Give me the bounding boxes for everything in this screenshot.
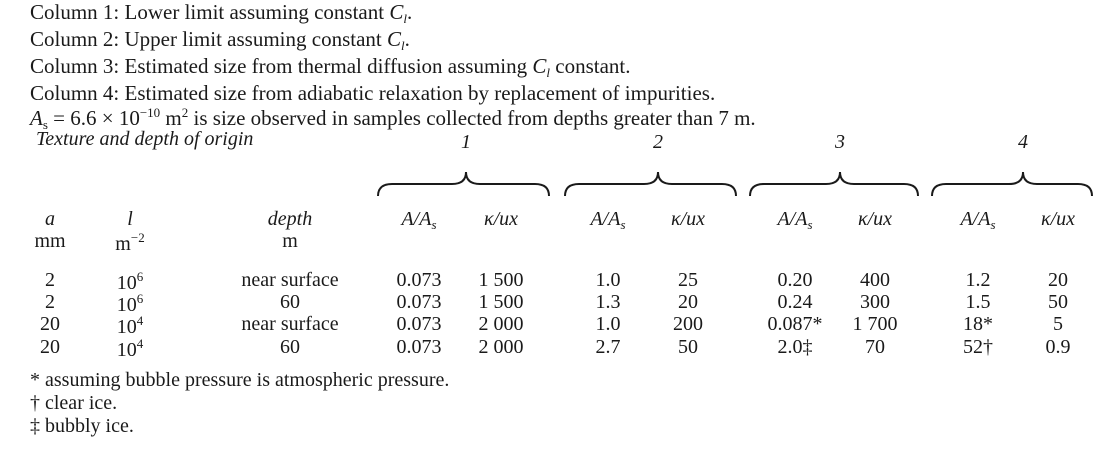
cell-l: $10^4$ xyxy=(116,336,144,361)
cell-c3-ratio: 2.0‡ xyxy=(777,336,813,358)
cell-c3-kappa: 1 700 xyxy=(852,313,898,335)
header-c4-kappa: κ/ux xyxy=(1040,208,1076,230)
cell-c3-ratio: 0.20 xyxy=(777,269,813,291)
group-braces xyxy=(0,158,1103,202)
cell-a: 20 xyxy=(40,336,60,358)
cell-depth: 60 xyxy=(280,291,300,313)
brace-group-3 xyxy=(750,172,918,196)
header-l: l xyxy=(127,208,133,230)
group-number-4: 4 xyxy=(1018,131,1028,153)
footnote-dagger: † clear ice. xyxy=(30,392,118,414)
header-a: a xyxy=(45,208,55,230)
footnotes xyxy=(30,369,449,438)
cell-c2-ratio: 1.0 xyxy=(595,313,621,335)
header-c1-kappa: κ/ux xyxy=(483,208,519,230)
cell-c3-kappa: 400 xyxy=(860,269,890,291)
cell-c4-ratio: 1.2 xyxy=(965,269,991,291)
cell-c2-kappa: 20 xyxy=(678,291,698,313)
texture-header: Texture and depth of origin xyxy=(36,128,254,150)
cell-c4-kappa: 50 xyxy=(1048,291,1068,313)
cell-c3-ratio: 0.087* xyxy=(767,313,823,335)
cell-c4-kappa: 20 xyxy=(1048,269,1068,291)
note-column-1: Column 1: Lower limit assuming constant $C_l$. xyxy=(30,0,413,26)
cell-c4-kappa: 5 xyxy=(1053,313,1063,335)
cell-c2-ratio: 1.0 xyxy=(595,269,621,291)
header-depth-unit: m xyxy=(282,230,298,252)
header-l-unit: $m^{-2}$ xyxy=(115,230,145,255)
cell-c1-ratio: 0.073 xyxy=(396,336,442,358)
cell-c2-kappa: 25 xyxy=(678,269,698,291)
cell-depth: near surface xyxy=(241,313,339,335)
header-c4-ratio: $A/A_s$ xyxy=(960,208,996,232)
footnote-asterisk: * assuming bubble pressure is atmospheric pressure. xyxy=(30,369,450,391)
note-column-3: Column 3: Estimated size from thermal diffusion assuming $C_l$ constant. xyxy=(30,54,631,80)
note-column-4: Column 4: Estimated size from adiabatic relaxation by replacement of impurities. xyxy=(30,81,716,105)
cell-c4-ratio: 52† xyxy=(963,336,993,358)
cell-a: 2 xyxy=(45,269,55,291)
cell-c1-ratio: 0.073 xyxy=(396,313,442,335)
cell-c4-kappa: 0.9 xyxy=(1045,336,1071,358)
group-number-1: 1 xyxy=(461,131,471,153)
cell-c1-ratio: 0.073 xyxy=(396,269,442,291)
cell-a: 20 xyxy=(40,313,60,335)
cell-l: $10^4$ xyxy=(116,313,144,338)
cell-c1-kappa: 1 500 xyxy=(478,269,524,291)
cell-c1-kappa: 2 000 xyxy=(478,336,524,358)
cell-l: $10^6$ xyxy=(116,291,144,316)
cell-c4-ratio: 1.5 xyxy=(965,291,991,313)
cell-c2-kappa: 200 xyxy=(673,313,703,335)
cell-c2-ratio: 2.7 xyxy=(595,336,621,358)
cell-c2-kappa: 50 xyxy=(678,336,698,358)
header-a-unit: mm xyxy=(34,230,66,252)
group-number-2: 2 xyxy=(653,131,663,153)
header-c3-ratio: $A/A_s$ xyxy=(777,208,813,232)
header-c3-kappa: κ/ux xyxy=(857,208,893,230)
cell-l: $10^6$ xyxy=(116,269,144,294)
column-notes xyxy=(30,2,1090,135)
header-depth: depth xyxy=(267,208,313,230)
cell-c3-kappa: 300 xyxy=(860,291,890,313)
note-observed-size: $A_s = 6.6 \times 10^{-10}$ $m^2$ is size observed in samples collected from depths greater than 7 m. xyxy=(30,105,756,132)
cell-c2-ratio: 1.3 xyxy=(595,291,621,313)
cell-c1-ratio: 0.073 xyxy=(396,291,442,313)
header-c1-ratio: $A/A_s$ xyxy=(401,208,437,232)
cell-c1-kappa: 1 500 xyxy=(478,291,524,313)
header-c2-kappa: κ/ux xyxy=(670,208,706,230)
group-number-3: 3 xyxy=(835,131,845,153)
cell-c4-ratio: 18* xyxy=(963,313,993,335)
footnote-double-dagger: ‡ bubbly ice. xyxy=(30,415,134,437)
cell-a: 2 xyxy=(45,291,55,313)
header-c2-ratio: $A/A_s$ xyxy=(590,208,626,232)
cell-depth: 60 xyxy=(280,336,300,358)
brace-group-4 xyxy=(932,172,1092,196)
brace-group-2 xyxy=(565,172,736,196)
cell-c1-kappa: 2 000 xyxy=(478,313,524,335)
cell-depth: near surface xyxy=(241,269,339,291)
cell-c3-kappa: 70 xyxy=(865,336,885,358)
brace-group-1 xyxy=(378,172,549,196)
cell-c3-ratio: 0.24 xyxy=(777,291,813,313)
note-column-2: Column 2: Upper limit assuming constant $C_l$. xyxy=(30,27,410,53)
